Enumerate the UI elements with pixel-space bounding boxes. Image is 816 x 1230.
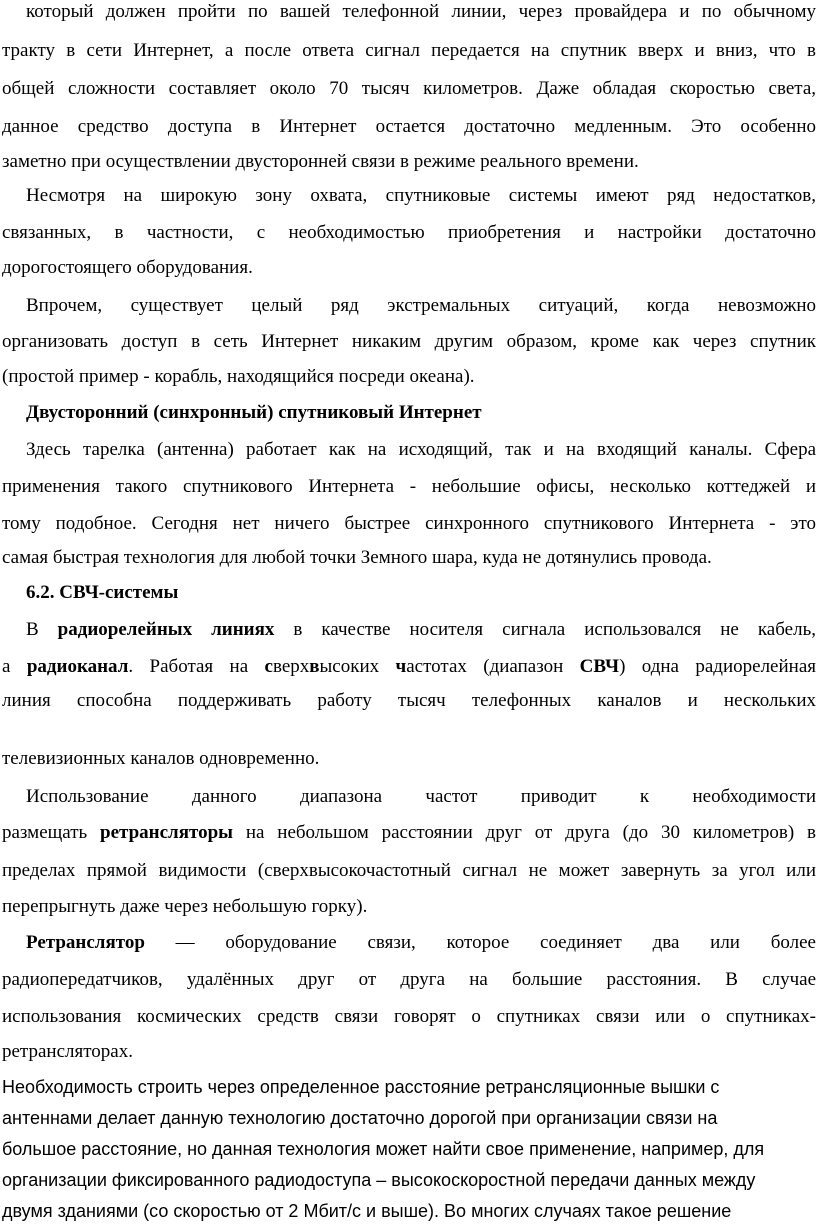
paragraph-8-line-1: Необходимость строить через определенное расстояние ретрансляционные вышки с (2, 1077, 720, 1097)
term-radio-relay-lines: радиорелейных линиях (57, 619, 275, 640)
term-repeaters: ретрансляторы (100, 822, 233, 843)
paragraph-2-line-3: дорогостоящего оборудования. (2, 257, 253, 278)
term-radio-channel: радиоканал (26, 656, 129, 677)
paragraph-7-line-2: радиопередатчиков, удалённых друг от друга на большие расстояния. В случае (2, 969, 816, 990)
paragraph-8-line-2: антеннами делает данную технологию достаточно дорогой при организации связи на (2, 1108, 718, 1128)
paragraph-5-line-4: телевизионных каналов одновременно. (2, 748, 320, 769)
section-heading-duplex-satellite: Двусторонний (синхронный) спутниковый Интернет (26, 402, 482, 423)
paragraph-3-line-2: организовать доступ в сеть Интернет никаким другим образом, кроме как через спутник (2, 331, 816, 352)
abbrev-letter-v: в (309, 656, 320, 677)
paragraph-6-line-3: пределах прямой видимости (сверхвысокочастотный сигнал не может завернуть за угол или (2, 860, 816, 881)
paragraph-6-line-4: перепрыгнуть даже через небольшую горку). (2, 896, 368, 917)
paragraph-2-line-2: связанных, в частности, с необходимостью приобретения и настройки достаточно (2, 222, 816, 243)
text-run: на небольшом расстоянии друг от друга (до 30 километров) в (232, 822, 816, 843)
text-run: а (2, 656, 27, 677)
paragraph-7-line-3: использования космических средств связи говорят о спутниках связи или о спутниках- (2, 1006, 816, 1027)
paragraph-7-line-4: ретрансляторах. (2, 1041, 133, 1062)
text-run: верх (272, 656, 310, 677)
paragraph-5-line-2 (2, 656, 816, 678)
paragraph-8-line-5: двумя зданиями (со скоростью от 2 Мбит/с и выше). Во многих случаях такое решение (2, 1201, 732, 1221)
term-repeater: Ретранслятор (26, 932, 145, 953)
section-heading-microwave-systems: 6.2. СВЧ-системы (26, 582, 179, 603)
paragraph-3-line-1: Впрочем, существует целый ряд экстремальных ситуаций, когда невозможно (26, 295, 816, 316)
text-run: В (26, 619, 58, 640)
paragraph-1-line-4: данное средство доступа в Интернет остается достаточно медленным. Это особенно (2, 116, 816, 137)
abbrev-letter-ch: ч (395, 656, 407, 677)
paragraph-1-line-1: который должен пройти по вашей телефонной линии, через провайдера и по обычному (26, 1, 816, 22)
text-run: ) одна радиорелейная (619, 656, 816, 677)
paragraph-1-line-2: тракту в сети Интернет, а после ответа сигнал передается на спутник вверх и вниз, что в (2, 40, 816, 61)
paragraph-2-line-1: Несмотря на широкую зону охвата, спутниковые системы имеют ряд недостатков, (26, 185, 816, 206)
paragraph-1-line-5: заметно при осуществлении двусторонней связи в режиме реального времени. (2, 151, 639, 172)
paragraph-8-line-3: большое расстояние, но данная технология может найти свое применение, например, для (2, 1139, 765, 1159)
abbrev-letter-s: с (264, 656, 273, 677)
paragraph-8-line-4: организации фиксированного радиодоступа – высокоскоростной передачи данных между (2, 1170, 756, 1190)
paragraph-7-line-1 (26, 932, 816, 954)
paragraph-3-line-3: (простой пример - корабль, находящийся посреди океана). (2, 366, 475, 387)
paragraph-6-line-2 (2, 822, 816, 844)
paragraph-4-line-2: применения такого спутникового Интернета - небольшие офисы, несколько коттеджей и (2, 476, 816, 497)
paragraph-4-line-4: самая быстрая технология для любой точки Земного шара, куда не дотянулись провода. (2, 547, 712, 568)
text-run: астотах (диапазон (406, 656, 580, 677)
text-run: — оборудование связи, которое соединяет два или более (144, 932, 816, 953)
term-microwave-band: СВЧ (579, 656, 620, 677)
text-run: размещать (2, 822, 101, 843)
paragraph-6-line-1: Использование данного диапазона частот приводит к необходимости (26, 786, 816, 807)
text-run: . Работая на (128, 656, 265, 677)
text-run: в качестве носителя сигнала использовался не кабель, (274, 619, 816, 640)
paragraph-1-line-3: общей сложности составляет около 70 тысяч километров. Даже обладая скоростью света, (2, 78, 816, 99)
paragraph-5-line-1 (26, 619, 816, 641)
paragraph-4-line-3: тому подобное. Сегодня нет ничего быстрее синхронного спутникового Интернета - это (2, 513, 816, 534)
text-run: ысоких (319, 656, 396, 677)
paragraph-4-line-1: Здесь тарелка (антенна) работает как на исходящий, так и на входящий каналы. Сфера (26, 439, 816, 460)
paragraph-5-line-3: линия способна поддерживать работу тысяч телефонных каналов и нескольких (2, 690, 816, 711)
